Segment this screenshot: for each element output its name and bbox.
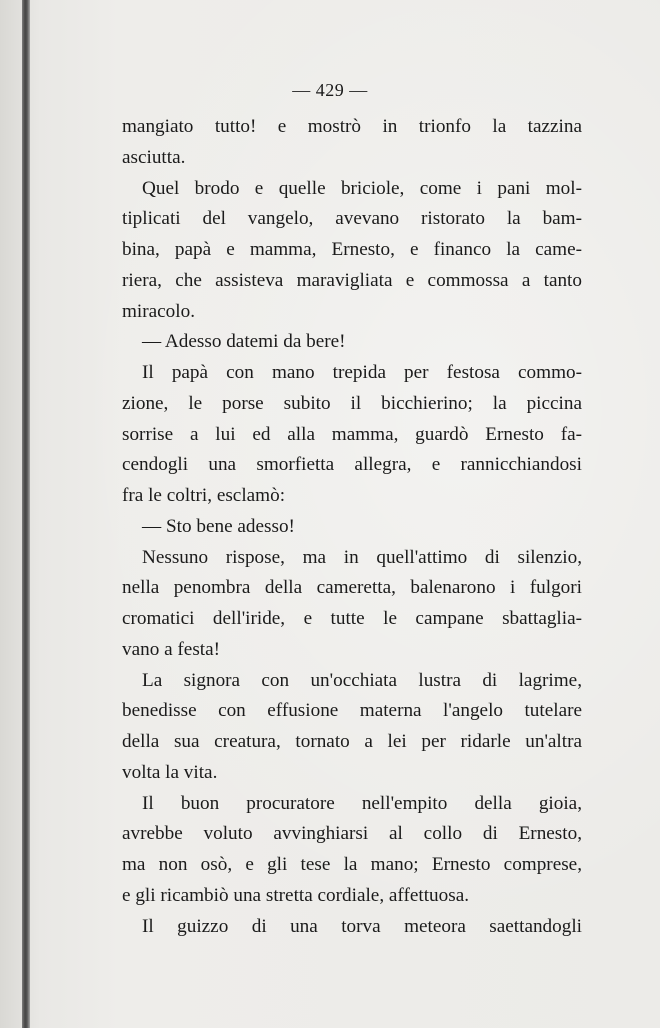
text-line: Il buon procuratore nell'empito della gioia, [142,792,582,814]
text-line: La signora con un'occhiata lustra di lagrime, [142,669,582,691]
text-line: Il guizzo di una torva meteora saettandogli [142,915,582,937]
text-line: riera, che assisteva maravigliata e commossa a tanto [122,269,582,291]
text-line: — Adesso datemi da bere! [142,331,346,353]
text-line: Nessuno rispose, ma in quell'attimo di silenzio, [142,546,582,568]
text-line: zione, le porse subito il bicchierino; la piccina [122,392,582,414]
text-line: miracolo. [122,300,195,322]
text-line: asciutta. [122,146,186,168]
text-line: benedisse con effusione materna l'angelo tutelare [122,700,582,722]
text-line: — Sto bene adesso! [142,515,295,537]
text-line: Il papà con mano trepida per festosa commo- [142,362,582,383]
text-line: ma non osò, e gli tese la mano; Ernesto comprese, [122,854,582,875]
text-line: cendogli una smorfietta allegra, e rannicchiandosi [122,454,582,476]
text-line: tiplicati del vangelo, avevano ristorato la bam- [122,208,582,230]
text-line: Quel brodo e quelle briciole, come i pani mol- [142,177,582,199]
text-line: nella penombra della cameretta, balenarono i fulgori [122,577,582,599]
body-text [122,112,582,942]
binding-edge [22,0,30,1028]
text-line: volta la vita. [122,761,218,783]
text-line: e gli ricambiò una stretta cordiale, affettuosa. [122,884,470,906]
text-line: fra le coltri, esclamò: [122,485,286,506]
text-line: sorrise a lui ed alla mamma, guardò Ernesto fa- [122,423,582,445]
text-line: avrebbe voluto avvinghiarsi al collo di Ernesto, [122,823,582,845]
text-line: cromatici dell'iride, e tutte le campane sbattaglia- [122,608,582,629]
text-line: bina, papà e mamma, Ernesto, e financo la came- [122,239,582,260]
text-line: vano a festa! [122,638,221,660]
text-line: della sua creatura, tornato a lei per ridarle un'altra [122,731,582,752]
page-number: — 429 — [292,80,368,100]
text-line: mangiato tutto! e mostrò in trionfo la tazzina [122,116,582,137]
